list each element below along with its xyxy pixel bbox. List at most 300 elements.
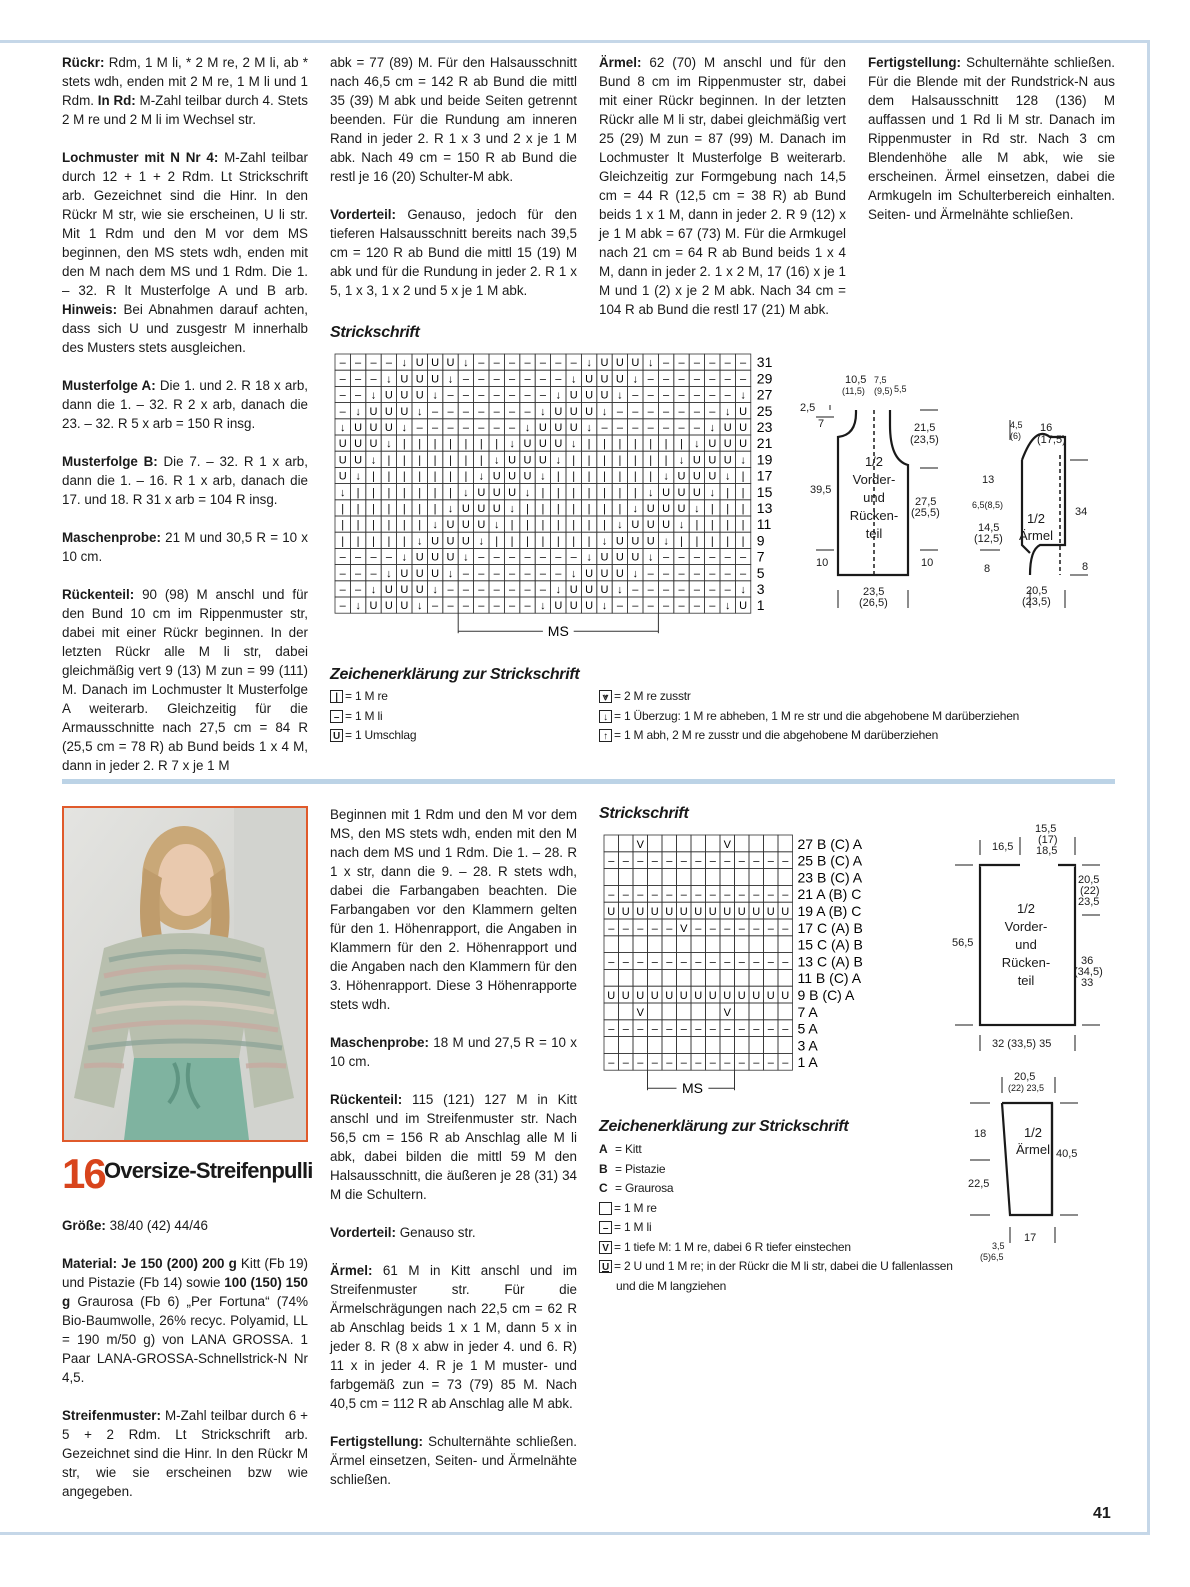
dim-text: 23,5 bbox=[1078, 896, 1100, 908]
chart-symbol: – bbox=[724, 551, 731, 564]
dim-text: 13 bbox=[982, 474, 995, 486]
chart-symbol: | bbox=[649, 454, 653, 467]
chart-symbol: | bbox=[710, 519, 714, 532]
chart-symbol: | bbox=[433, 503, 437, 515]
chart-symbol: U bbox=[692, 454, 701, 467]
chart-symbol: U bbox=[585, 373, 594, 386]
chart-symbol: – bbox=[782, 1057, 789, 1070]
chart-symbol: | bbox=[402, 454, 406, 467]
chart-symbol: – bbox=[524, 567, 531, 580]
chart-symbol: U bbox=[723, 454, 732, 467]
chart-symbol: U bbox=[508, 470, 517, 483]
row-label: 17 C (A) B bbox=[797, 919, 863, 936]
chart-symbol: U bbox=[461, 503, 470, 515]
chart-symbol: U bbox=[739, 422, 748, 434]
chart-symbol: ↓ bbox=[339, 422, 346, 434]
chart-symbol: U bbox=[650, 990, 659, 1002]
chart-symbol: ↓ bbox=[401, 551, 408, 564]
chart-symbol: V bbox=[636, 1006, 644, 1019]
chart-symbol: – bbox=[678, 567, 685, 580]
dim-text: 27,5 bbox=[915, 496, 937, 508]
chart-symbol: U bbox=[646, 519, 655, 532]
chart-symbol: – bbox=[608, 855, 615, 868]
legend-row: – = 1 M li bbox=[599, 1218, 953, 1238]
chart-symbol: – bbox=[432, 422, 439, 434]
chart-symbol: U bbox=[723, 438, 732, 451]
legend-row: A = Kitt bbox=[599, 1142, 642, 1156]
chart-symbol: – bbox=[608, 1057, 615, 1070]
chart-symbol: – bbox=[647, 422, 654, 434]
chart-symbol: | bbox=[587, 438, 591, 451]
piece-label: Rücken- bbox=[1001, 955, 1051, 970]
chart-symbol: – bbox=[509, 551, 516, 564]
chart-symbol: ↓ bbox=[586, 357, 592, 370]
chart-symbol: – bbox=[647, 567, 654, 580]
chart-symbol: – bbox=[339, 389, 346, 402]
dim-text: (11,5) bbox=[842, 386, 865, 396]
dim-text: (34,5) bbox=[1074, 966, 1103, 978]
chart-symbol: – bbox=[740, 357, 747, 370]
chart-symbol: U bbox=[679, 990, 688, 1002]
chart-symbol: – bbox=[651, 1023, 658, 1036]
chart-symbol: ↓ bbox=[370, 454, 377, 467]
chart-symbol: – bbox=[608, 922, 615, 935]
chart-symbol: U bbox=[554, 422, 563, 434]
chart-symbol: U bbox=[446, 519, 455, 532]
chart-symbol: – bbox=[738, 889, 745, 902]
chart-symbol: | bbox=[495, 438, 499, 451]
chart-symbol: | bbox=[418, 486, 422, 499]
chart-symbol: – bbox=[663, 373, 670, 386]
chart-symbol: – bbox=[740, 567, 747, 580]
chart-symbol: – bbox=[478, 567, 485, 580]
chart-symbol: – bbox=[478, 551, 485, 564]
chart-symbol: V bbox=[680, 922, 688, 935]
row-label: 21 A (B) C bbox=[797, 886, 862, 903]
chart-symbol: – bbox=[493, 373, 500, 386]
dim-text: 18,5 bbox=[1036, 845, 1058, 857]
dim-text: (23,5) bbox=[1022, 596, 1051, 608]
chart-symbol: – bbox=[738, 855, 745, 868]
chart-symbol: | bbox=[572, 486, 576, 499]
chart-symbol: | bbox=[526, 503, 529, 515]
chart-symbol: – bbox=[462, 600, 469, 613]
top-legend-left bbox=[330, 687, 416, 746]
chart-symbol: – bbox=[651, 922, 658, 935]
chart-symbol: – bbox=[416, 422, 423, 434]
chart-symbol: ↓ bbox=[432, 389, 438, 402]
chart-symbol: | bbox=[418, 519, 422, 532]
chart-symbol: – bbox=[740, 373, 747, 386]
chart-symbol: – bbox=[709, 389, 716, 402]
chart-symbol: – bbox=[693, 551, 700, 564]
chart-symbol: U bbox=[636, 906, 645, 918]
bottom-chart-heading: Strickschrift bbox=[599, 805, 689, 822]
chart-symbol: – bbox=[678, 389, 685, 402]
chart-symbol: – bbox=[637, 855, 644, 868]
chart-symbol: – bbox=[782, 855, 789, 868]
chart-symbol: U bbox=[621, 906, 630, 918]
chart-symbol: U bbox=[477, 503, 486, 515]
chart-symbol: – bbox=[709, 1057, 716, 1070]
chart-symbol: – bbox=[524, 357, 531, 370]
chart-symbol: U bbox=[369, 405, 378, 418]
chart-symbol: ↓ bbox=[447, 503, 454, 515]
chart-symbol: U bbox=[694, 990, 703, 1002]
chart-symbol: – bbox=[622, 956, 629, 969]
dim-text: 7,5 bbox=[874, 375, 887, 385]
chart-symbol: – bbox=[539, 389, 546, 402]
chart-symbol: – bbox=[524, 551, 531, 564]
chart-symbol: – bbox=[724, 1057, 731, 1070]
chart-symbol: U bbox=[600, 567, 609, 580]
chart-symbol: U bbox=[723, 422, 732, 434]
chart-symbol: – bbox=[738, 956, 745, 969]
chart-symbol: – bbox=[339, 600, 346, 613]
sleeve-schematic bbox=[1022, 434, 1065, 575]
chart-symbol: – bbox=[695, 956, 702, 969]
chart-symbol: | bbox=[356, 535, 360, 548]
dim-text: (9,5) bbox=[874, 386, 893, 396]
chart-symbol: – bbox=[622, 922, 629, 935]
chart-symbol: U bbox=[766, 906, 775, 918]
chart-symbol: U bbox=[554, 405, 563, 418]
chart-symbol: U bbox=[615, 551, 624, 564]
chart-symbol: U bbox=[461, 535, 470, 548]
purl-symbol-icon: – bbox=[330, 710, 343, 723]
chart-symbol: | bbox=[556, 503, 560, 515]
chart-symbol: – bbox=[447, 389, 454, 402]
chart-symbol: ↓ bbox=[401, 422, 408, 434]
chart-symbol: ↓ bbox=[570, 567, 577, 580]
dim-text: 23,5 bbox=[863, 586, 885, 598]
chart-symbol: U bbox=[662, 503, 671, 515]
bottom-column-2: Beginnen mit 1 Rdm und den M vor dem MS, den MS stets wdh, enden mit den M nach dem MS und 1 Rdm. Die 1. – 28. R 1 x str, dann die 9. – 28. R stets wdh, dabei die Farbangaben beachten. Die Farbangaben vor den Klammern gelten für den 1. Höhenrapport, die Angaben in Klammern für den 2. Höhenrapport und die Angaben nach den Klammern für den 3. Höhenrapport. Diese 3 Höhenrapporte stets wdh. Maschenprobe: 18 M und 27,5 R = 10 x 10 cm. Rückenteil: 115 (121) 127 M in Kitt anschl und im Streifenmuster str. Nach 56,5 cm = 156 R ab Anschlag alle M li abk, dabei bilden die mittl 59 M den Halsausschnitt, die äußeren je 28 (31) 34 M die Schultern. Vorderteil: Genauso str. Ärmel: 61 M in Kitt anschl und im Streifenmuster str. Für die Ärmelschrägungen nach 22,5 cm = 62 R ab Anschlag beids 1 x 1 M, dann 5 x in jeder 8. R (8 x abw in jeder 4. und 6. R) 11 x in jeder 4. R je 1 M muster- und farbgemäß zun = 73 (79) 85 M. Nach 40,5 cm = 112 R ab Anschlag alle M abk. Fertigstellung: Schulternähte schließen. Ärmel einsetzen, Seiten- und Ärmelnähte schließen. bbox=[330, 807, 577, 1487]
dim-text: 32 (33,5) 35 bbox=[992, 1038, 1052, 1050]
chart-symbol: – bbox=[339, 584, 346, 596]
chart-symbol: | bbox=[556, 535, 560, 548]
chart-symbol: – bbox=[622, 889, 629, 902]
chart-symbol: U bbox=[400, 600, 409, 613]
chart-symbol: U bbox=[708, 990, 717, 1002]
row-label: 9 B (C) A bbox=[797, 987, 855, 1003]
chart-symbol: ↓ bbox=[540, 405, 546, 418]
piece-label: teil bbox=[865, 526, 883, 541]
chart-symbol: – bbox=[355, 357, 362, 370]
chart-symbol: – bbox=[539, 567, 546, 580]
chart-symbol: – bbox=[493, 584, 500, 596]
top-legend-right bbox=[599, 687, 1019, 746]
chart-symbol: – bbox=[370, 567, 377, 580]
chart-symbol: ↓ bbox=[370, 584, 377, 596]
chart-symbol: | bbox=[387, 486, 391, 499]
chart-symbol: – bbox=[355, 567, 362, 580]
chart-symbol: | bbox=[726, 519, 730, 532]
chart-symbol: – bbox=[647, 373, 654, 386]
dim-text: 3,5 bbox=[992, 1241, 1005, 1251]
chart-symbol: – bbox=[355, 551, 362, 564]
chart-symbol: – bbox=[570, 551, 577, 564]
chart-symbol: U bbox=[554, 438, 563, 451]
chart-symbol: | bbox=[541, 503, 545, 515]
dim-text: 7 bbox=[818, 418, 825, 430]
chart-symbol: – bbox=[678, 405, 685, 418]
chart-symbol: | bbox=[603, 454, 606, 467]
chart-symbol: U bbox=[415, 584, 424, 596]
chart-symbol: U bbox=[781, 990, 790, 1002]
chart-symbol: | bbox=[587, 486, 591, 499]
chart-symbol: – bbox=[695, 922, 702, 935]
chart-symbol: U bbox=[415, 389, 424, 402]
chart-symbol: – bbox=[616, 422, 623, 434]
chart-symbol: U bbox=[646, 503, 655, 515]
chart-symbol: – bbox=[693, 389, 700, 402]
deep-stitch-symbol-icon: V bbox=[599, 1241, 612, 1254]
chart-symbol: U bbox=[446, 535, 455, 548]
chart-symbol: | bbox=[695, 519, 699, 532]
chart-symbol: ↓ bbox=[463, 486, 469, 499]
chart-symbol: U bbox=[585, 567, 594, 580]
chart-symbol: | bbox=[356, 519, 360, 532]
legend-row: V = 1 tiefe M: 1 M re, dabei 6 R tiefer einstechen bbox=[599, 1238, 953, 1258]
chart-symbol: – bbox=[724, 956, 731, 969]
chart-symbol: U bbox=[585, 389, 594, 402]
chart-symbol: | bbox=[726, 535, 730, 548]
sk2p-symbol-icon: ↑ bbox=[599, 729, 612, 742]
chart-symbol: | bbox=[387, 454, 391, 467]
chart-symbol: ↓ bbox=[555, 389, 562, 402]
chart-symbol: | bbox=[372, 486, 375, 499]
chart-symbol: – bbox=[680, 889, 687, 902]
chart-symbol: U bbox=[600, 357, 609, 370]
chart-symbol: | bbox=[726, 486, 730, 499]
chart-symbol: | bbox=[402, 535, 406, 548]
row-label: 13 bbox=[756, 500, 773, 516]
dim-text: 20,5 bbox=[1026, 585, 1048, 597]
chart-symbol: U bbox=[354, 422, 363, 434]
chart-symbol: U bbox=[431, 357, 440, 370]
chart-symbol: ↓ bbox=[509, 438, 515, 451]
chart-symbol: – bbox=[678, 422, 685, 434]
knit-symbol-icon: | bbox=[330, 690, 343, 703]
chart-symbol: – bbox=[767, 855, 774, 868]
dim-text: 16 bbox=[1040, 422, 1053, 434]
chart-symbol: – bbox=[782, 1023, 789, 1036]
chart-symbol: ↓ bbox=[416, 405, 423, 418]
chart-symbol: – bbox=[767, 889, 774, 902]
chart-symbol: ↓ bbox=[493, 519, 500, 532]
chart-symbol: ↓ bbox=[647, 357, 654, 370]
legend-row: U = 1 Umschlag bbox=[330, 726, 416, 746]
chart-symbol: U bbox=[461, 519, 470, 532]
chart-symbol: | bbox=[402, 486, 406, 499]
chart-symbol: ↓ bbox=[555, 584, 562, 596]
piece-label: 1/2 bbox=[1016, 901, 1036, 916]
chart-symbol: – bbox=[462, 405, 469, 418]
chart-symbol: – bbox=[432, 600, 439, 613]
chart-symbol: U bbox=[338, 438, 347, 451]
row-label: 3 A bbox=[797, 1037, 818, 1054]
chart-symbol: | bbox=[710, 535, 714, 548]
chart-symbol: U bbox=[615, 535, 624, 548]
dim-text: 10 bbox=[816, 557, 829, 569]
chart-symbol: – bbox=[493, 600, 500, 613]
chart-symbol: – bbox=[663, 551, 670, 564]
chart-symbol: – bbox=[709, 567, 716, 580]
chart-symbol: | bbox=[402, 503, 406, 515]
chart-symbol: – bbox=[709, 357, 716, 370]
skp-symbol-icon: ↓ bbox=[599, 710, 612, 723]
chart-symbol: | bbox=[387, 470, 391, 483]
chart-symbol: U bbox=[692, 486, 701, 499]
chart-symbol: U bbox=[400, 567, 409, 580]
chart-symbol: – bbox=[608, 889, 615, 902]
chart-symbol: ↓ bbox=[740, 454, 746, 467]
chart-symbol: – bbox=[601, 422, 608, 434]
chart-symbol: – bbox=[663, 584, 670, 596]
chart-symbol: U bbox=[650, 906, 659, 918]
chart-symbol: U bbox=[508, 454, 517, 467]
chart-symbol: – bbox=[680, 1057, 687, 1070]
chart-symbol: | bbox=[633, 486, 637, 499]
chart-symbol: – bbox=[666, 1023, 673, 1036]
chart-symbol: – bbox=[632, 389, 639, 402]
chart-symbol: U bbox=[431, 567, 440, 580]
row-label: 27 bbox=[756, 386, 773, 403]
chart-symbol: | bbox=[449, 470, 452, 483]
top-column-1: Rückr: Rdm, 1 M li, * 2 M re, 2 M li, ab * stets wdh, enden mit 2 M re, 1 M li und 1 Rdm. In Rd: M-Zahl teilbar durch 4. Stets 2 M re und 2 M li im Wechsel str. Lochmuster mit N Nr 4: M-Zahl teilbar durch 12 + 1 + 2 Rdm. Lt Strickschrift arb. Gezeichnet sind die Hinr. In den Rückr M str, wie sie erscheinen, U li str. Mit 1 Rdm und den M vor dem MS beginnen, den MS stets wdh, enden mit den M nach dem MS und 1 Rdm. Die 1. – 32. R lt Musterfolge A und B arb. Hinweis: Bei Abnahmen darauf achten, dass sich U und zusgestr M innerhalb des Musters stets ausgleichen. Musterfolge A: Die 1. und 2. R 18 x arb, dann die 1. – 32. R 2 x arb, danach die 23. – 32. R 5 x arb = 150 R insg. Musterfolge B: Die 7. – 32. R 1 x arb, dann die 1. – 16. R 1 x arb, danach die 17. und 18. R 31 x arb = 104 R insg. Maschenprobe: 21 M und 30,5 R = 10 x 10 cm. Rückenteil: 90 (98) M anschl und für den Bund 10 cm im Rippenmuster str, dabei mit einer Rückr beginnen. In der letzten Rückr alle M li str, dabei gleichmäßig vert 9 (13) M zun = 99 (111) M. Danach im Lochmuster lt Musterfolge A weiterarb. Gleichzeitig für die Armausschnitte nach 27,5 cm = 84 R (25,5 cm = 78 R) ab Bund beids 1 x 4 M, dann in jeder 2. R 7 x je 1 M bbox=[62, 55, 309, 773]
chart-symbol: – bbox=[637, 889, 644, 902]
chart-symbol: | bbox=[680, 535, 683, 548]
chart-symbol: U bbox=[585, 584, 594, 596]
chart-symbol: U bbox=[415, 567, 424, 580]
chart-symbol: | bbox=[572, 535, 576, 548]
chart-symbol: U bbox=[508, 486, 517, 499]
chart-symbol: U bbox=[600, 389, 609, 402]
chart-symbol: | bbox=[341, 519, 345, 532]
chart-symbol: U bbox=[415, 373, 424, 386]
legend-row: C = Graurosa bbox=[599, 1181, 674, 1195]
chart-symbol: U bbox=[384, 600, 393, 613]
chart-symbol: – bbox=[663, 389, 670, 402]
chart-symbol: U bbox=[569, 584, 578, 596]
chart-symbol: – bbox=[709, 889, 716, 902]
bottom-legend-heading: Zeichenerklärung zur Strickschrift bbox=[599, 1118, 849, 1135]
row-label: 27 B (C) A bbox=[797, 835, 863, 852]
chart-symbol: U bbox=[607, 990, 616, 1002]
chart-symbol: – bbox=[666, 889, 673, 902]
chart-symbol: ↓ bbox=[709, 486, 716, 499]
chart-symbol: – bbox=[695, 1057, 702, 1070]
legend-row: B = Pistazie bbox=[599, 1161, 666, 1176]
chart-symbol: | bbox=[464, 454, 468, 467]
row-label: 5 bbox=[756, 564, 765, 581]
dim-text: 33 bbox=[1081, 977, 1094, 989]
chart-symbol: | bbox=[587, 470, 591, 483]
chart-symbol: U bbox=[400, 405, 409, 418]
chart-symbol: – bbox=[709, 956, 716, 969]
chart-symbol: ↓ bbox=[601, 535, 608, 548]
bottom-schematics bbox=[940, 815, 1110, 1275]
chart-symbol: | bbox=[387, 535, 391, 548]
chart-symbol: – bbox=[462, 584, 469, 596]
chart-grid bbox=[604, 835, 793, 1070]
row-label: 7 bbox=[756, 548, 765, 565]
chart-symbol: – bbox=[693, 600, 700, 613]
chart-symbol: | bbox=[572, 470, 576, 483]
chart-symbol: – bbox=[663, 405, 670, 418]
chart-symbol: ↓ bbox=[601, 405, 608, 418]
top-column-2: abk = 77 (89) M. Für den Halsausschnitt nach 46,5 cm = 142 R ab Bund die mittl 35 (39) M abk und beide Seiten getrennt beenden. Für die Rundung am inneren Rand in jeder 2. R 1 x 3 und 2 x je 1 M abk. Nach 49 cm = 150 R ab Bund die restl je 16 (20) Schulter-M abk. Vorderteil: Genauso, jedoch für den tieferen Halsausschnitt bereits nach 39,5 cm = 120 R ab Bund die mittl 15 (19) M abk und für die Rundung in jeder 2. R 1 x 5, 1 x 3, 1 x 2 und 5 x je 1 M abk. bbox=[330, 55, 577, 298]
chart-symbol: ↓ bbox=[540, 470, 546, 483]
chart-symbol: – bbox=[709, 1023, 716, 1036]
chart-symbol: – bbox=[509, 567, 516, 580]
chart-symbol: | bbox=[433, 486, 437, 499]
row-label: 23 B (C) A bbox=[797, 869, 863, 886]
chart-symbol: – bbox=[509, 405, 516, 418]
chart-symbol: | bbox=[418, 503, 422, 515]
dim-text: (25,5) bbox=[911, 507, 940, 519]
chart-symbol: | bbox=[649, 438, 653, 451]
chart-symbol: – bbox=[355, 389, 362, 402]
chart-symbol: – bbox=[724, 567, 731, 580]
chart-symbol: U bbox=[631, 535, 640, 548]
chart-symbol: U bbox=[708, 470, 717, 483]
chart-symbol: – bbox=[724, 357, 731, 370]
chart-symbol: | bbox=[649, 470, 653, 483]
chart-symbol: | bbox=[664, 454, 668, 467]
dim-text: 14,5 bbox=[978, 522, 1000, 534]
chart-symbol: – bbox=[493, 357, 500, 370]
chart-symbol: ↓ bbox=[694, 438, 700, 451]
chart-symbol: – bbox=[678, 584, 685, 596]
chart-symbol: U bbox=[585, 600, 594, 613]
chart-symbol: – bbox=[753, 889, 760, 902]
chart-symbol: – bbox=[693, 567, 700, 580]
dim-text: (17,5) bbox=[1037, 434, 1066, 446]
chart-symbol: U bbox=[766, 990, 775, 1002]
chart-symbol: – bbox=[616, 600, 623, 613]
chart-symbol: U bbox=[569, 405, 578, 418]
chart-symbol: ↓ bbox=[570, 373, 577, 386]
chart-symbol: – bbox=[651, 889, 658, 902]
chart-symbol: | bbox=[618, 503, 622, 515]
chart-symbol: – bbox=[753, 855, 760, 868]
chart-symbol: ↓ bbox=[740, 584, 746, 596]
chart-symbol: – bbox=[622, 1057, 629, 1070]
chart-symbol: | bbox=[433, 438, 437, 451]
chart-symbol: – bbox=[651, 956, 658, 969]
chart-symbol: U bbox=[694, 906, 703, 918]
chart-symbol: U bbox=[585, 405, 594, 418]
page-frame-bottom bbox=[0, 1532, 1150, 1535]
chart-symbol: U bbox=[538, 454, 547, 467]
chart-symbol: U bbox=[446, 551, 455, 564]
purl-symbol-icon: – bbox=[599, 1221, 612, 1234]
chart-symbol: U bbox=[723, 906, 732, 918]
dim-text: 20,5 bbox=[1014, 1071, 1036, 1083]
chart-symbol: U bbox=[384, 389, 393, 402]
chart-symbol: | bbox=[341, 535, 345, 548]
chart-symbol: U bbox=[400, 584, 409, 596]
page-frame-right bbox=[1147, 40, 1150, 1535]
row-label: 1 A bbox=[797, 1054, 818, 1071]
chart-symbol: U bbox=[477, 486, 486, 499]
chart-symbol: – bbox=[724, 1023, 731, 1036]
chart-symbol: – bbox=[637, 922, 644, 935]
chart-symbol: – bbox=[724, 389, 731, 402]
dim-text: 21,5 bbox=[914, 422, 936, 434]
